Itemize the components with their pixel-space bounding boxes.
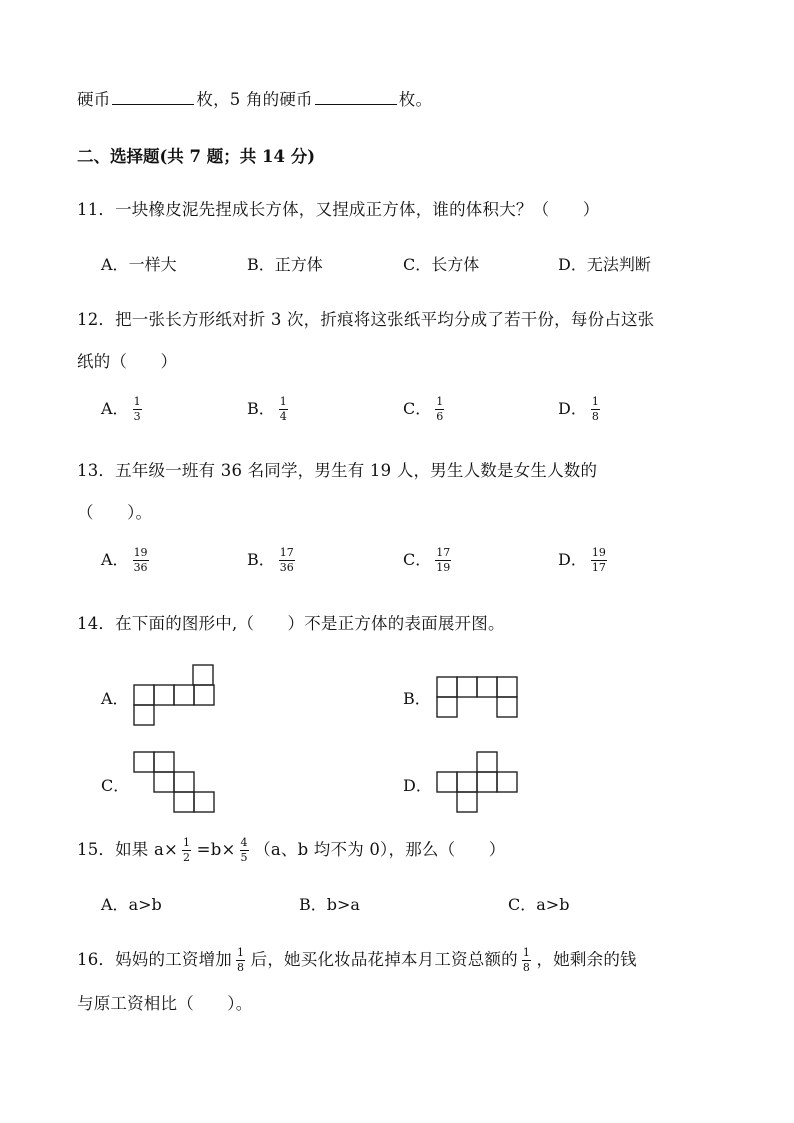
cube-net-b[interactable] xyxy=(436,676,518,718)
cube-net-d[interactable] xyxy=(436,751,518,813)
fraction: $\frac{1}{8}$ xyxy=(237,946,245,974)
intro-line xyxy=(77,86,432,110)
q14-option-a[interactable]: A． xyxy=(101,689,129,708)
q11-option-c[interactable]: C．长方体 xyxy=(403,255,480,274)
q14-option-b[interactable]: B． xyxy=(403,689,431,708)
fraction: $\frac{4}{5}$ xyxy=(240,836,248,864)
fraction: $\frac{1}{2}$ xyxy=(183,836,191,864)
question-16-line-2: 与原工资相比（ ）。 xyxy=(77,994,253,1013)
section-title: 二、选择题(共 7 题；共 14 分) xyxy=(77,147,316,166)
question-16-line-1: 16．妈妈的工资增加 $\frac{1}{8}$ 后，她买化妆品花掉本月工资总额的 $\frac{1}{8}$ ，她剩余的钱 xyxy=(77,946,637,974)
q12-option-d[interactable]: D． $\frac{1}{8}$ xyxy=(558,395,599,423)
fraction: $\frac{1}{8}$ xyxy=(591,395,599,423)
question-13-line-2: （ ）。 xyxy=(77,503,153,522)
q13-option-a[interactable]: A． $\frac{19}{36}$ xyxy=(101,546,148,574)
question-14: 14．在下面的图形中,（ ）不是正方体的表面展开图。 xyxy=(77,614,505,633)
answer-blank-2[interactable] xyxy=(315,89,397,105)
question-12-line-1: 12．把一张长方形纸对折 3 次，折痕将这张纸平均分成了若干份，每份占这张 xyxy=(77,310,655,329)
question-15: 15．如果 a× $\frac{1}{2}$ =b× $\frac{4}{5}$ （a、b 均不为 0），那么（ ） xyxy=(77,836,506,864)
intro-text-2: 枚，5 角的硬币 xyxy=(196,90,313,109)
answer-blank-1[interactable] xyxy=(112,89,194,105)
fraction: $\frac{17}{19}$ xyxy=(436,546,451,574)
q15-option-c[interactable]: C．a>b xyxy=(508,895,570,914)
q12-option-a[interactable]: A． $\frac{1}{3}$ xyxy=(101,395,141,423)
question-11: 11．一块橡皮泥先捏成长方体，又捏成正方体，谁的体积大？（ ） xyxy=(77,200,600,219)
question-13-line-1: 13．五年级一班有 36 名同学，男生有 19 人，男生人数是女生人数的 xyxy=(77,461,598,480)
fraction: $\frac{1}{3}$ xyxy=(133,395,141,423)
q12-option-c[interactable]: C． $\frac{1}{6}$ xyxy=(403,395,444,423)
cube-net-c[interactable] xyxy=(133,751,215,813)
fraction: $\frac{1}{4}$ xyxy=(279,395,287,423)
q11-option-d[interactable]: D．无法判断 xyxy=(558,255,651,274)
q13-option-d[interactable]: D． $\frac{19}{17}$ xyxy=(558,546,606,574)
question-12-line-2: 纸的（ ） xyxy=(77,352,178,371)
fraction: $\frac{17}{36}$ xyxy=(279,546,294,574)
q11-option-b[interactable]: B．正方体 xyxy=(247,255,323,274)
intro-text-1: 硬币 xyxy=(77,90,111,109)
q13-option-b[interactable]: B． $\frac{17}{36}$ xyxy=(247,546,294,574)
q14-option-c[interactable]: C． xyxy=(101,776,130,795)
fraction: $\frac{1}{8}$ xyxy=(522,946,531,974)
q11-option-a[interactable]: A．一样大 xyxy=(101,255,177,274)
intro-text-3: 枚。 xyxy=(398,90,433,109)
fraction: $\frac{1}{6}$ xyxy=(436,395,444,423)
q15-option-a[interactable]: A．a>b xyxy=(101,895,162,914)
cube-net-a[interactable] xyxy=(133,664,215,726)
q15-option-b[interactable]: B．b>a xyxy=(299,895,360,914)
q12-option-b[interactable]: B． $\frac{1}{4}$ xyxy=(247,395,287,423)
fraction: $\frac{19}{36}$ xyxy=(133,546,148,574)
fraction: $\frac{19}{17}$ xyxy=(591,546,606,574)
q13-option-c[interactable]: C． $\frac{17}{19}$ xyxy=(403,546,451,574)
q14-option-d[interactable]: D． xyxy=(403,776,432,795)
